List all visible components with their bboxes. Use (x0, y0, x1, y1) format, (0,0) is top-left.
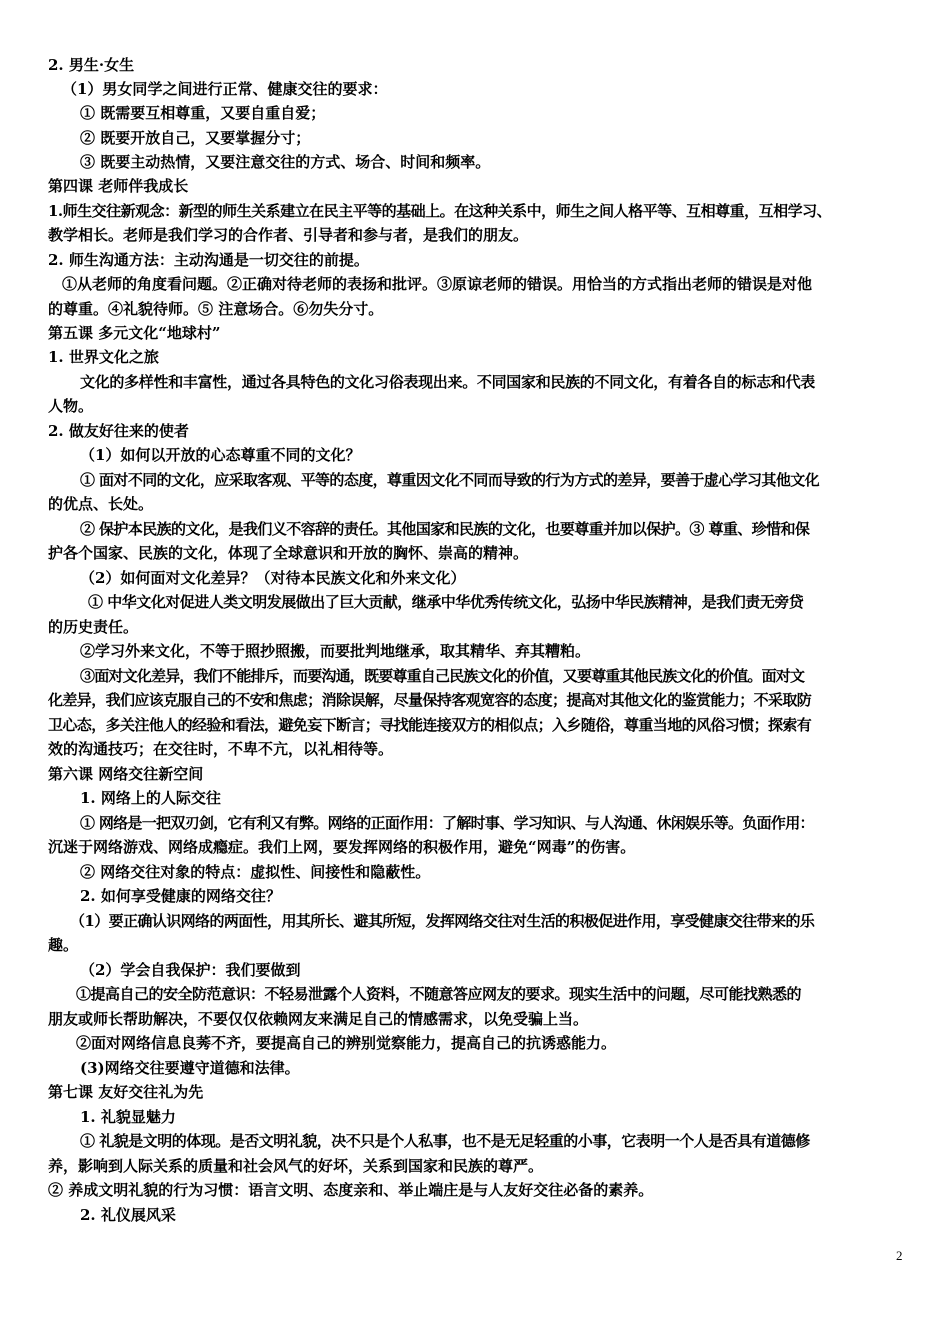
text-line: ① 网络是一把双刃剑，它有利又有弊。网络的正面作用：了解时事、学习知识、与人沟通、休闲娱乐等。负面作用： (80, 814, 814, 832)
text-line: 1.师生交往新观念：新型的师生关系建立在民主平等的基础上。在这种关系中，师生之间人格平等、互相尊重，互相学习、 (48, 202, 832, 220)
text-line: 1. 世界文化之旅 (48, 348, 159, 366)
text-line: 2. 礼仪展风采 (80, 1206, 176, 1224)
text-line: 护各个国家、民族的文化，体现了全球意识和开放的胸怀、崇高的精神。 (48, 544, 529, 562)
section-heading: 第六课 网络交往新空间 (48, 765, 204, 783)
text-line: 2. 如何享受健康的网络交往？ (80, 887, 281, 905)
text-line: ② 保护本民族的文化，是我们义不容辞的责任。其他国家和民族的文化，也要尊重并加以保护。③ 尊重、珍惜和保 (80, 520, 810, 538)
text-line: 教学相长。老师是我们学习的合作者、引导者和参与者，是我们的朋友。 (48, 226, 529, 244)
text-line: 的历史责任。 (48, 618, 139, 636)
page-number: 2 (896, 1248, 903, 1263)
text-line: （1）男女同学之间进行正常、健康交往的要求： (62, 80, 388, 98)
section-heading: 第七课 友好交往礼为先 (48, 1083, 204, 1101)
text-line: 文化的多样性和丰富性，通过各具特色的文化习俗表现出来。不同国家和民族的不同文化，有着各自的标志和代表 (80, 373, 816, 391)
text-line: 卫心态，多关注他人的经验和看法，避免妄下断言；寻找能连接双方的相似点；入乡随俗，尊重当地的风俗习惯；探索有 (48, 716, 812, 734)
text-line: （2）如何面对文化差异？（对待本民族文化和外来文化） (80, 569, 466, 587)
section-heading: 第四课 老师伴我成长 (48, 177, 189, 195)
text-line: 养，影响到人际关系的质量和社会风气的好坏，关系到国家和民族的尊严。 (48, 1157, 544, 1175)
text-line: ①从老师的角度看问题。②正确对待老师的表扬和批评。③原谅老师的错误。用恰当的方式指出老师的错误是对他 (62, 275, 813, 293)
text-line: ① 既需要互相尊重，又要自重自爱； (80, 104, 326, 122)
section-heading: 第五课 多元文化“地球村” (48, 324, 221, 342)
text-line: （1）要正确认识网络的两面性，用其所长、避其所短，发挥网络交往对生活的积极促进作用，享受健康交往带来的乐 (70, 912, 815, 930)
text-line: （2）学会自我保护：我们要做到 (80, 961, 301, 979)
text-line: 的优点、长处。 (48, 495, 154, 513)
text-line: 人物。 (48, 397, 94, 415)
text-line: 化差异，我们应该克服自己的不安和焦虑；消除误解，尽量保持客观宽容的态度；提高对其他文化的鉴赏能力；不采取防 (48, 691, 812, 709)
text-line: (3)网络交往要遵守道德和法律。 (80, 1059, 300, 1077)
text-line: 的尊重。④礼貌待师。⑤ 注意场合。⑥勿失分寸。 (48, 300, 384, 318)
text-line: ① 礼貌是文明的体现。是否文明礼貌，决不只是个人私事，也不是无足轻重的小事，它表明一个人是否具有道德修 (80, 1132, 810, 1150)
text-line: 沉迷于网络游戏、网络成瘾症。我们上网，要发挥网络的积极作用，避免“网毒”的伤害。 (48, 838, 636, 856)
text-line: 效的沟通技巧；在交往时，不卑不亢，以礼相待等。 (48, 740, 394, 758)
text-line: ① 面对不同的文化，应采取客观、平等的态度，尊重因文化不同而导致的行为方式的差异，要善于虚心学习其他文化 (80, 471, 820, 489)
text-line: ③ 既要主动热情，又要注意交往的方式、场合、时间和频率。 (80, 153, 491, 171)
text-line: 1. 网络上的人际交往 (80, 789, 221, 807)
text-line: 趣。 (48, 936, 79, 954)
text-line: （1）如何以开放的心态尊重不同的文化？ (80, 446, 361, 464)
text-line: ① 中华文化对促进人类文明发展做出了巨大贡献，继承中华优秀传统文化，弘扬中华民族精神，是我们责无旁贷 (88, 593, 804, 611)
text-line: 朋友或师长帮助解决，不要仅仅依赖网友来满足自己的情感需求，以免受骗上当。 (48, 1010, 589, 1028)
text-line: 2. 师生沟通方法：主动沟通是一切交往的前提。 (48, 251, 369, 269)
text-line: ②面对网络信息良莠不齐，要提高自己的辨别觉察能力，提高自己的抗诱惑能力。 (76, 1034, 617, 1052)
text-line: ①提高自己的安全防范意识：不轻易泄露个人资料，不随意答应网友的要求。现实生活中的问题，尽可能找熟悉的 (76, 985, 802, 1003)
text-line: ② 网络交往对象的特点：虚拟性、间接性和隐蔽性。 (80, 863, 431, 881)
text-line: 2. 做友好往来的使者 (48, 422, 189, 440)
text-line: ②学习外来文化，不等于照抄照搬，而要批判地继承，取其精华、弃其糟粕。 (80, 642, 591, 660)
text-line: 2. 男生·女生 (48, 56, 135, 74)
text-line: ② 既要开放自己，又要掌握分寸； (80, 129, 311, 147)
text-line: ③面对文化差异，我们不能排斥，而要沟通，既要尊重自己民族文化的价值，又要尊重其他民族文化的价值。面对文 (80, 667, 805, 685)
text-line: ② 养成文明礼貌的行为习惯：语言文明、态度亲和、举止端庄是与人友好交往必备的素养。 (48, 1181, 654, 1199)
text-line: 1. 礼貌显魅力 (80, 1108, 176, 1126)
